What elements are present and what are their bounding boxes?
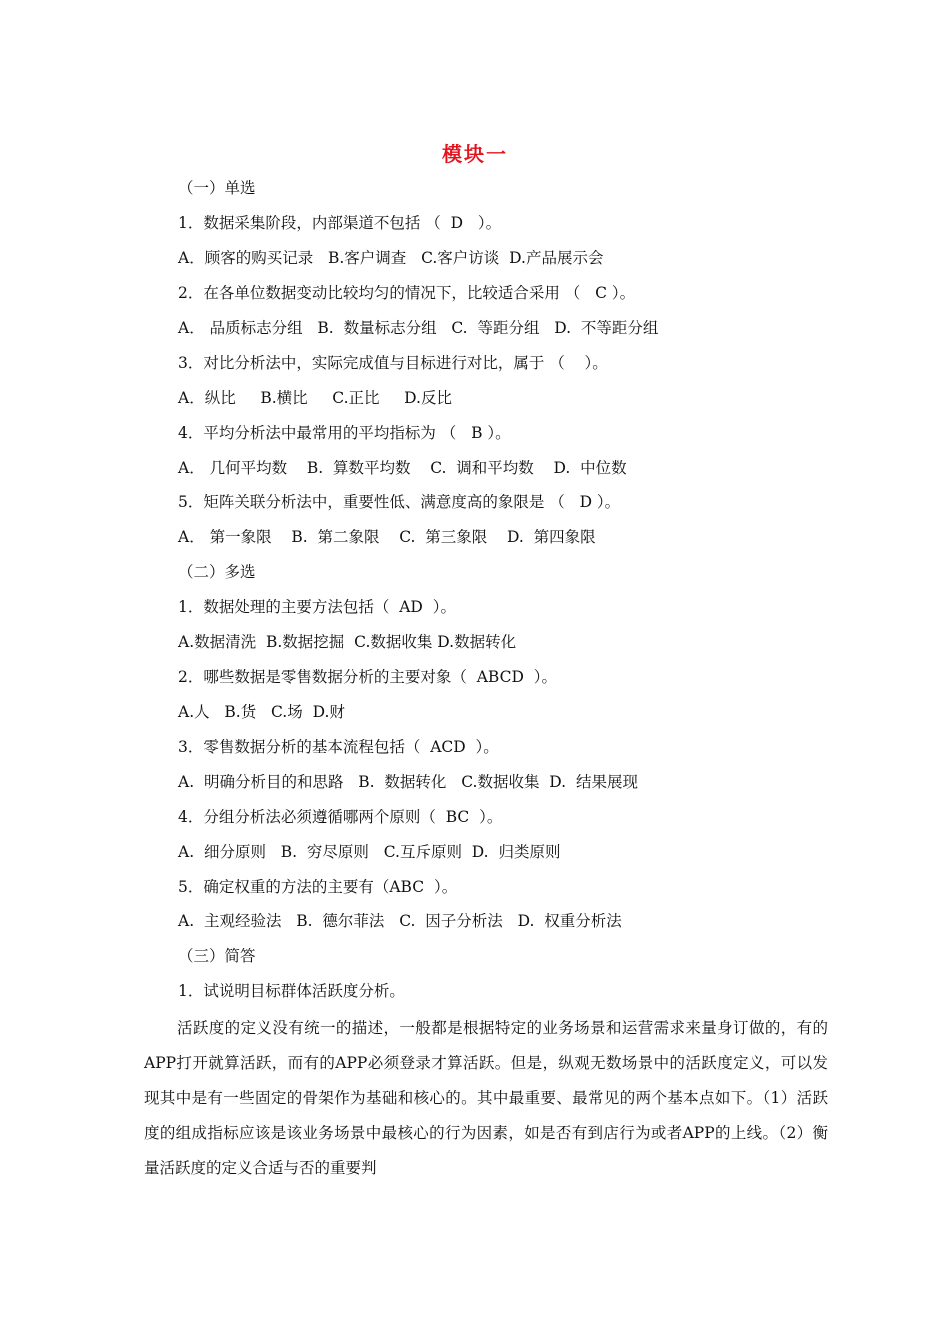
section-header-multi-choice: （二）多选 bbox=[178, 563, 256, 581]
options-text: A．纵比 B.横比 C.正比 D.反比 bbox=[178, 389, 452, 407]
question-text: 2．在各单位数据变动比较均匀的情况下，比较适合采用 （ C ）。 bbox=[178, 284, 636, 302]
section-header-short-answer: （三）简答 bbox=[178, 947, 256, 965]
question-text: 1．数据处理的主要方法包括（ AD ）。 bbox=[178, 598, 456, 616]
options-text: A.人 B.货 C.场 D.财 bbox=[178, 703, 345, 721]
options-text: A. 细分原则 B. 穷尽原则 C.互斥原则 D. 归类原则 bbox=[178, 843, 561, 861]
options-text: A． 品质标志分组 B. 数量标志分组 C. 等距分组 D. 不等距分组 bbox=[178, 319, 659, 337]
question-text: 4．分组分析法必须遵循哪两个原则（ BC ）。 bbox=[178, 808, 503, 826]
question-text: 1．试说明目标群体活跃度分析。 bbox=[178, 982, 405, 1000]
question-text: 3．零售数据分析的基本流程包括（ ACD ）。 bbox=[178, 738, 499, 756]
question-text: 1．数据采集阶段，内部渠道不包括 （ D ）。 bbox=[178, 214, 502, 232]
options-text: A. 明确分析目的和思路 B. 数据转化 C.数据收集 D. 结果展现 bbox=[178, 773, 638, 791]
options-text: A． 第一象限 B. 第二象限 C. 第三象限 D. 第四象限 bbox=[178, 528, 596, 546]
page-title: 模块一 bbox=[442, 142, 508, 166]
question-text: 3．对比分析法中，实际完成值与目标进行对比，属于 （ ）。 bbox=[178, 354, 608, 372]
options-text: A. 主观经验法 B. 德尔菲法 C. 因子分析法 D. 权重分析法 bbox=[178, 912, 622, 930]
question-text: 5．确定权重的方法的主要有（ABC ）。 bbox=[178, 878, 458, 896]
question-text: 5．矩阵关联分析法中，重要性低、满意度高的象限是 （ D ）。 bbox=[178, 493, 621, 511]
options-text: A.数据清洗 B.数据挖掘 C.数据收集 D.数据转化 bbox=[178, 633, 517, 651]
options-text: A．顾客的购买记录 B.客户调查 C.客户访谈 D.产品展示会 bbox=[178, 249, 604, 267]
question-text: 4．平均分析法中最常用的平均指标为 （ B ）。 bbox=[178, 424, 511, 442]
options-text: A． 几何平均数 B. 算数平均数 C. 调和平均数 D. 中位数 bbox=[178, 459, 627, 477]
answer-paragraph: 活跃度的定义没有统一的描述，一般都是根据特定的业务场景和运营需求来量身订做的，有的APP打开就算活跃，而有的APP必须登录才算活跃。但是，纵观无数场景中的活跃度定义，可以发现其中是有一些固定的骨架作为基础和核心的。其中最重要、最常见的两个基本点如下。（1）活跃度的组成指标应该是该业务场景中最核心的行为因素，如是否有到店行为或者APP的上线。（2）衡量活跃度的定义合适与否的重要判 bbox=[144, 1019, 828, 1177]
question-text: 2．哪些数据是零售数据分析的主要对象（ ABCD ）。 bbox=[178, 668, 557, 686]
section-header-single-choice: （一）单选 bbox=[178, 179, 256, 197]
